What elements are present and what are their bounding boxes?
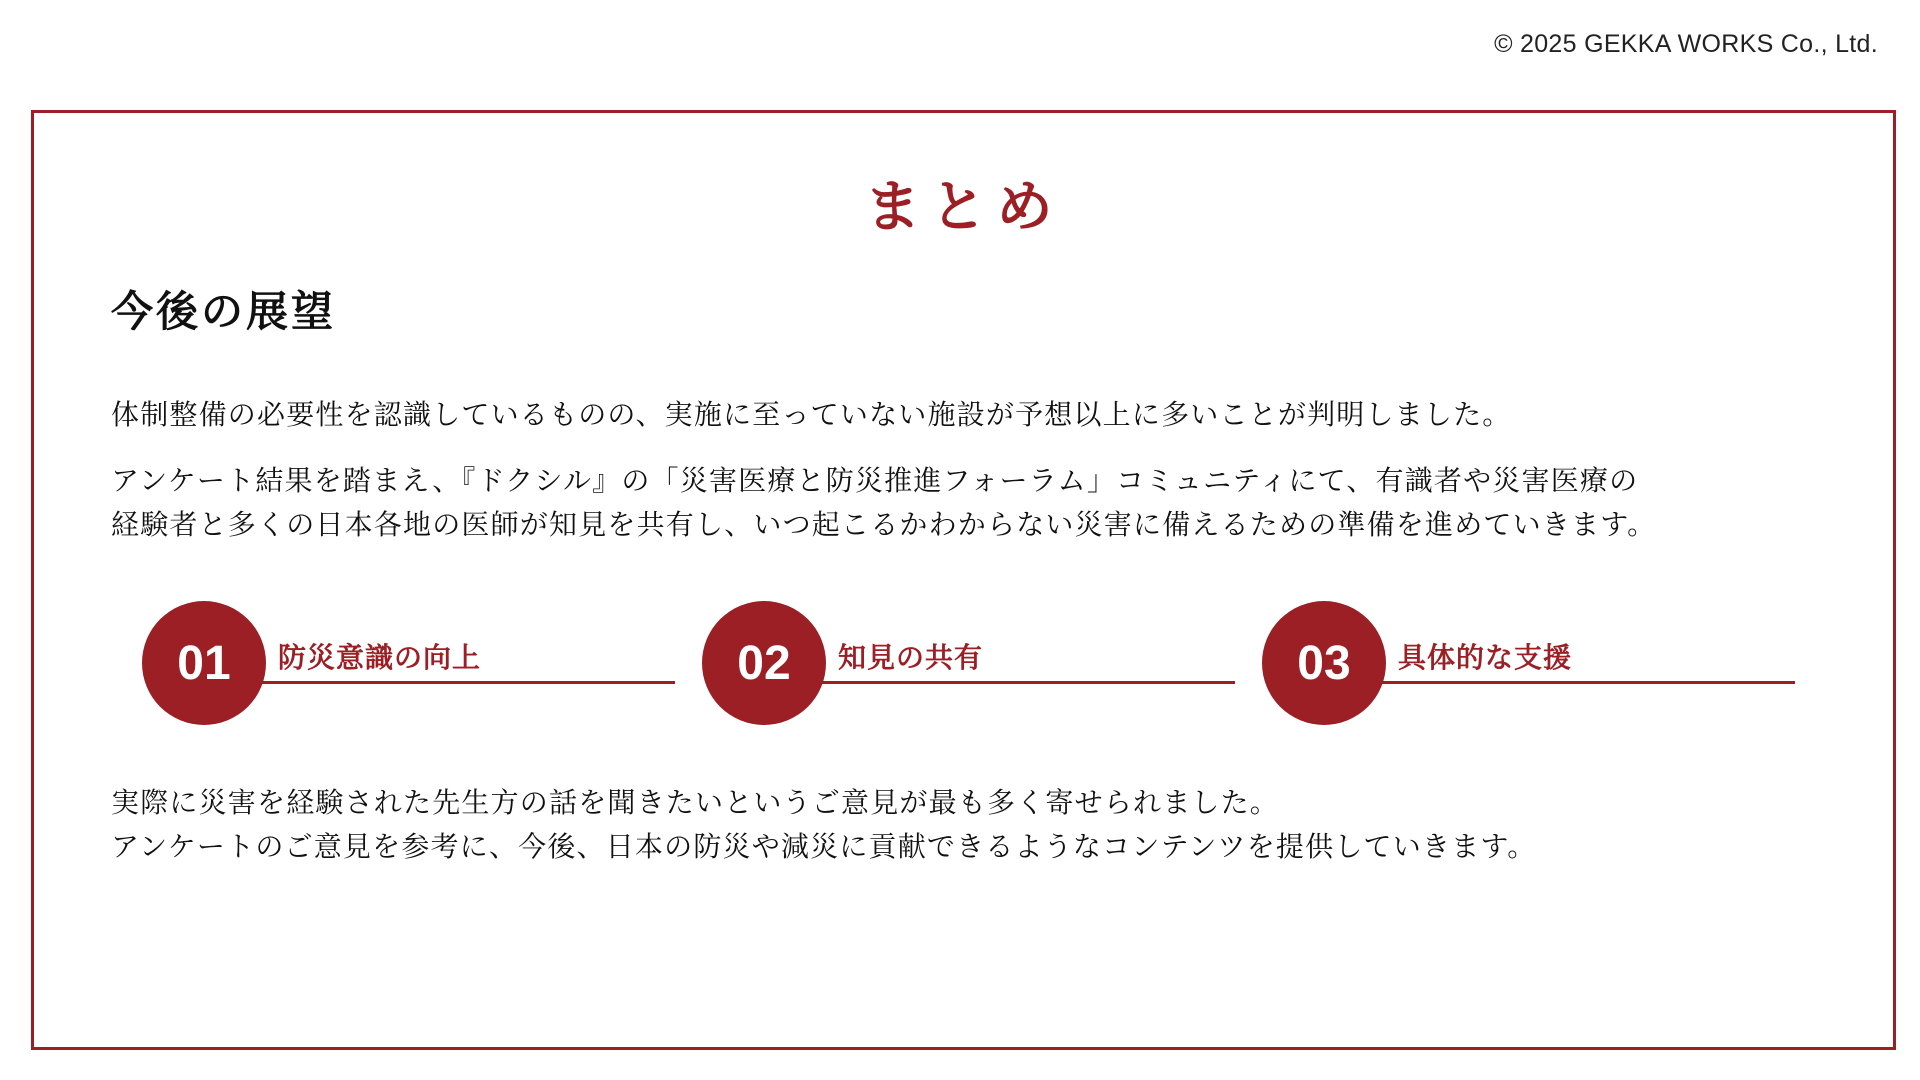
- step-item: [1262, 601, 1802, 725]
- feedback-text-line-1: 実際に災害を経験された先生方の話を聞きたいというご意見が最も多く寄せられました。: [111, 786, 1280, 819]
- copyright-notice: © 2025 GEKKA WORKS Co., Ltd.: [1494, 30, 1878, 58]
- step-label: 防災意識の向上: [278, 641, 482, 674]
- plan-text-line-1: アンケート結果を踏まえ、『ドクシル』の「災害医療と防災推進フォーラム」コミュニティにて、有識者や災害医療の: [111, 464, 1639, 497]
- step-number-badge: 01: [142, 601, 266, 725]
- step-underline: [242, 681, 675, 684]
- steps-row: [142, 601, 1842, 725]
- finding-text: 体制整備の必要性を認識しているものの、実施に至っていない施設が予想以上に多いことが判明しました。: [111, 398, 1512, 431]
- step-item: [702, 601, 1242, 725]
- step-label: 具体的な支援: [1398, 641, 1573, 674]
- plan-text-line-2: 経験者と多くの日本各地の医師が知見を共有し、いつ起こるかわからない災害に備えるための準備を進めていきます。: [111, 508, 1657, 541]
- feedback-paragraph: [111, 781, 1537, 869]
- finding-paragraph: [111, 393, 1512, 437]
- plan-paragraph: [111, 459, 1656, 547]
- step-underline: [1362, 681, 1795, 684]
- slide-frame: [31, 110, 1896, 1050]
- slide-title: まとめ: [864, 175, 1063, 240]
- step-item: [142, 601, 682, 725]
- feedback-text-line-2: アンケートのご意見を参考に、今後、日本の防災や減災に貢献できるようなコンテンツを提供していきます。: [111, 830, 1537, 863]
- step-label: 知見の共有: [838, 641, 984, 674]
- step-number-badge: 02: [702, 601, 826, 725]
- step-underline: [802, 681, 1235, 684]
- step-number-badge: 03: [1262, 601, 1386, 725]
- section-heading: 今後の展望: [111, 287, 337, 336]
